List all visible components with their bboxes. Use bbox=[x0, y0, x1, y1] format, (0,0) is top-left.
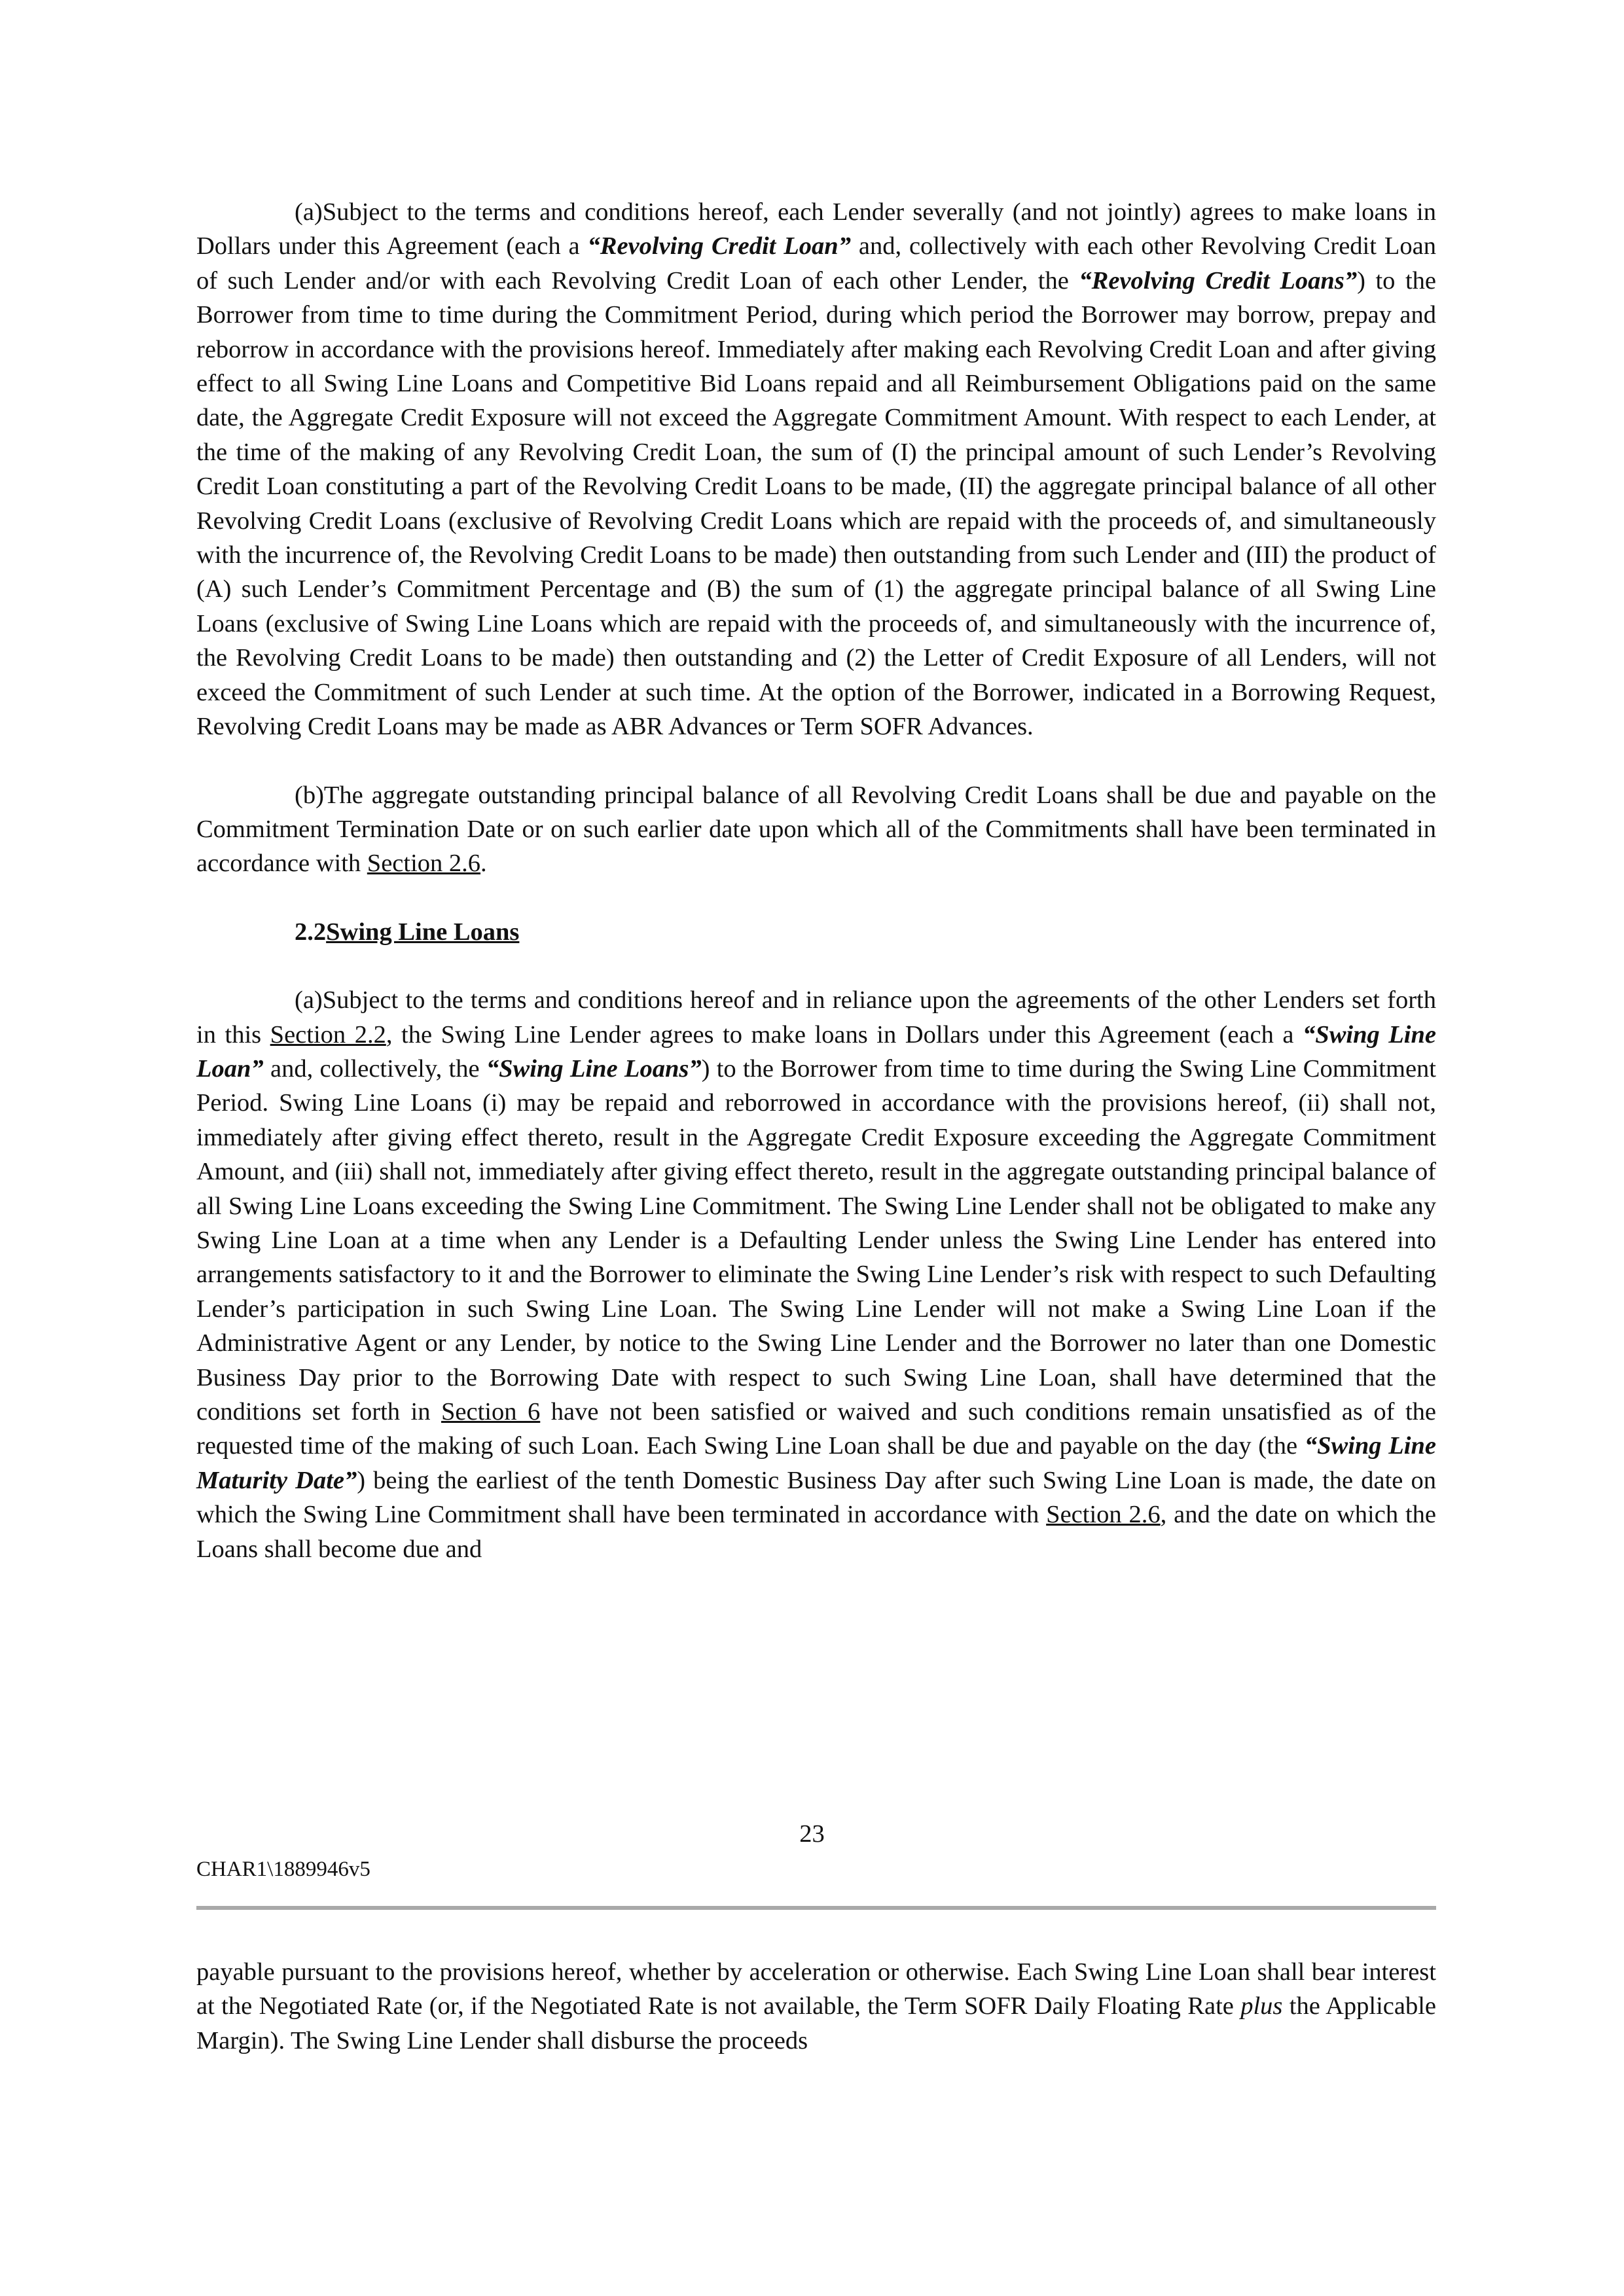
text-run: payable pursuant to the provisions hereof, whether by acceleration or otherwise. Each Swing Line Loan shall bear interest at the Negotiated Rate (or, if the Negotiated Rate is not available, the Term SOFR Daily Floating Rate bbox=[196, 1958, 1436, 2020]
section-reference-link[interactable]: Section 2.2 bbox=[270, 1020, 386, 1049]
defined-term-swing-line-loans: “Swing Line Loans” bbox=[486, 1054, 702, 1083]
text-run: have not been satisfied or waived and such conditions remain unsatisfied as of the requested time of the making of such Loan. Each Swing Line Loan shall be due and payable on the day (the bbox=[196, 1398, 1436, 1460]
defined-term-swing-line-loan: “Swing Line Loan” bbox=[196, 1020, 1436, 1083]
paragraph-continuation bbox=[196, 1955, 1436, 2058]
text-run: , and the date on which the Loans shall become due and bbox=[196, 1501, 1436, 1563]
paragraph-revolving-a bbox=[196, 195, 1436, 744]
section-title: Swing Line Loans bbox=[326, 918, 520, 946]
section-number: 2.2 bbox=[295, 918, 327, 946]
paragraph-revolving-b bbox=[196, 778, 1436, 881]
page-divider bbox=[196, 1906, 1436, 1910]
text-run: (b)The aggregate outstanding principal balance of all Revolving Credit Loans shall be due and payable on the Commitment Termination Date or on such earlier date upon which all of the Commitments shall have been terminated in accordance with bbox=[196, 781, 1436, 878]
section-heading-2-2 bbox=[196, 915, 1436, 949]
document-id-footer: CHAR1\1889946v5 bbox=[196, 1857, 370, 1881]
defined-term-revolving-credit-loan: “Revolving Credit Loan” bbox=[587, 232, 851, 260]
text-run: (a)Subject to the terms and conditions hereof and in reliance upon the agreements of the other Lenders set forth in this bbox=[196, 986, 1436, 1049]
section-reference-link[interactable]: Section 2.6 bbox=[367, 850, 481, 878]
text-run: the Applicable Margin). The Swing Line Lender shall disburse the proceeds bbox=[196, 1992, 1436, 2054]
text-run: , the Swing Line Lender agrees to make loans in Dollars under this Agreement (each a bbox=[386, 1020, 1303, 1049]
text-run: and, collectively, the bbox=[263, 1054, 486, 1083]
italic-plus: plus bbox=[1240, 1992, 1283, 2020]
text-run: . bbox=[480, 850, 487, 878]
text-run: (a)Subject to the terms and conditions hereof, each Lender severally (and not jointly) agrees to make loans in Dollars under this Agreement (each a bbox=[196, 198, 1436, 260]
section-reference-link[interactable]: Section 6 bbox=[441, 1398, 541, 1426]
page-number: 23 bbox=[799, 1820, 825, 1848]
section-reference-link[interactable]: Section 2.6 bbox=[1046, 1501, 1161, 1529]
paragraph-swing-line-a bbox=[196, 983, 1436, 1566]
text-run: ) being the earliest of the tenth Domestic Business Day after such Swing Line Loan is made, the date on which the Swing Line Commitment shall have been terminated in accordance with bbox=[196, 1466, 1436, 1529]
defined-term-swing-line-maturity-date: “Swing Line Maturity Date” bbox=[196, 1432, 1436, 1494]
defined-term-revolving-credit-loans: “Revolving Credit Loans” bbox=[1079, 266, 1358, 295]
text-run: ) to the Borrower from time to time during the Commitment Period, during which period the Borrower may borrow, prepay and reborrow in accordance with the provisions hereof. Immediately after making each Revolving Credit Loan and after giving effect to all Swing Line Loans and Competitive Bid Loans repaid and all Reimbursement Obligations paid on the same date, the Aggregate Credit Exposure will not exceed the Aggregate Commitment Amount. With respect to each Lender, at the time of the making of any Revolving Credit Loan, the sum of (I) the principal amount of such Lender’s Revolving Credit Loan constituting a part of the Revolving Credit Loans to be made, (II) the aggregate principal balance of all other Revolving Credit Loans (exclusive of Revolving Credit Loans which are repaid with the proceeds of, and simultaneously with the incurrence of, the Revolving Credit Loans to be made) then outstanding from such Lender and (III) the product of (A) such Lender’s Commitment Percentage and (B) the sum of (1) the aggregate principal balance of all Swing Line Loans (exclusive of Swing Line Loans which are repaid with the proceeds of, and simultaneously with the incurrence of, the Revolving Credit Loans to be made) then outstanding and (2) the Letter of Credit Exposure of all Lenders, will not exceed the Commitment of such Lender at such time. At the option of the Borrower, indicated in a Borrowing Request, Revolving Credit Loans may be made as ABR Advances or Term SOFR Advances. bbox=[196, 266, 1436, 741]
page-24-body bbox=[196, 1955, 1436, 2058]
text-run: and, collectively with each other Revolving Credit Loan of such Lender and/or with each Revolving Credit Loan of each other Lender, the bbox=[196, 232, 1436, 295]
text-run: ) to the Borrower from time to time during the Swing Line Commitment Period. Swing Line Loans (i) may be repaid and reborrowed in accordance with the provisions hereof, (ii) shall not, immediately after giving effect thereto, result in the Aggregate Credit Exposure exceeding the Aggregate Commitment Amount, and (iii) shall not, immediately after giving effect thereto, result in the aggregate outstanding principal balance of all Swing Line Loans exceeding the Swing Line Commitment. The Swing Line Lender shall not be obligated to make any Swing Line Loan at a time when any Lender is a Defaulting Lender unless the Swing Line Lender has entered into arrangements satisfactory to it and the Borrower to eliminate the Swing Line Lender’s risk with respect to such Defaulting Lender’s participation in such Swing Line Loan. The Swing Line Lender will not make a Swing Line Loan if the Administrative Agent or any Lender, by notice to the Swing Line Lender and the Borrower no later than one Domestic Business Day prior to the Borrowing Date with respect to such Swing Line Loan, shall have determined that the conditions set forth in bbox=[196, 1054, 1436, 1426]
page-23-body bbox=[196, 195, 1436, 1566]
